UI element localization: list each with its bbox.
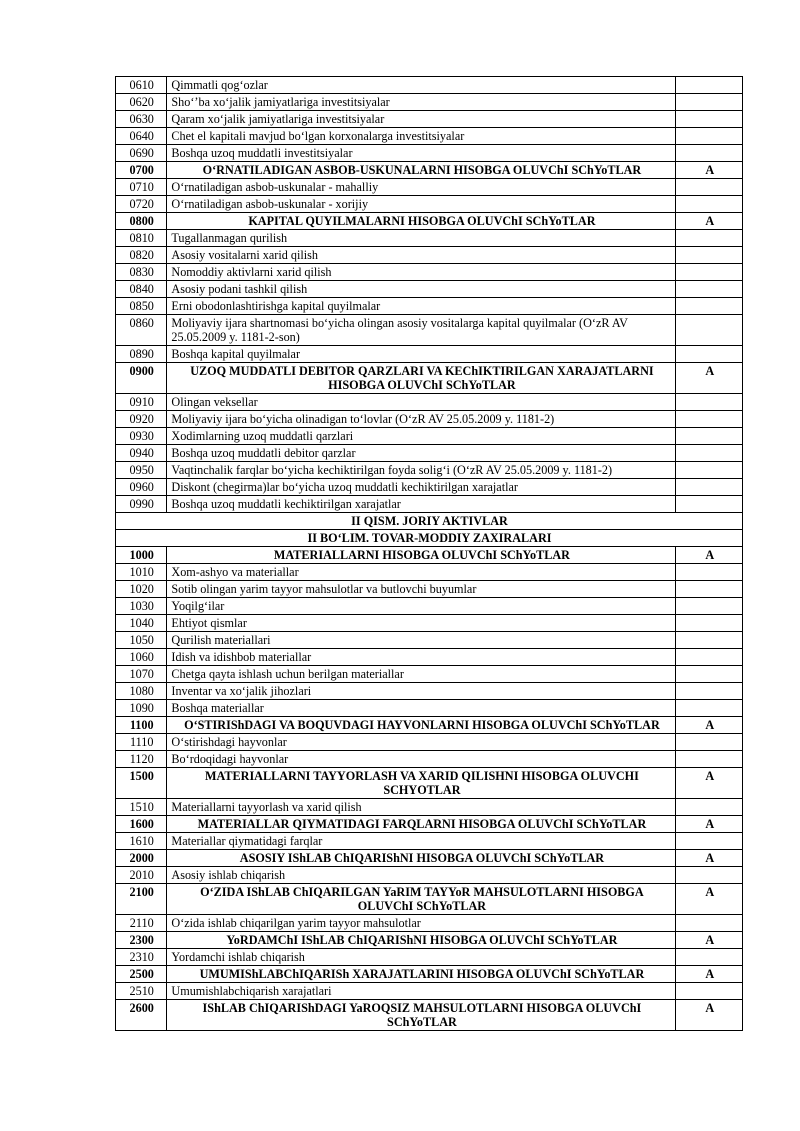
accounts-table-body xyxy=(116,77,743,1031)
account-code: 1080 xyxy=(116,683,167,700)
account-row xyxy=(116,247,743,264)
account-code: 1110 xyxy=(116,734,167,751)
account-type-mark xyxy=(676,77,743,94)
account-name: Boshqa materiallar xyxy=(167,700,676,717)
account-code: 1050 xyxy=(116,632,167,649)
account-code: 2510 xyxy=(116,983,167,1000)
account-type-mark: A xyxy=(676,816,743,833)
account-code: 0690 xyxy=(116,145,167,162)
account-code: 1610 xyxy=(116,833,167,850)
account-code: 0710 xyxy=(116,179,167,196)
account-type-mark: A xyxy=(676,717,743,734)
account-type-mark xyxy=(676,598,743,615)
account-type-mark xyxy=(676,564,743,581)
account-type-mark xyxy=(676,700,743,717)
account-group-row xyxy=(116,884,743,915)
account-code: 1510 xyxy=(116,799,167,816)
account-type-mark: A xyxy=(676,966,743,983)
account-type-mark xyxy=(676,145,743,162)
account-name: MATERIALLAR QIYMATIDAGI FARQLARNI HISOBGA OLUVChI SChYoTLAR xyxy=(167,816,676,833)
account-group-row xyxy=(116,363,743,394)
section-heading: II BO‘LIM. TOVAR-MODDIY ZAXIRALARI xyxy=(116,530,743,547)
section-heading-row xyxy=(116,513,743,530)
account-name: UZOQ MUDDATLI DEBITOR QARZLARI VA KEChIKTIRILGAN XARAJATLARNI HISOBGA OLUVChI SChYoTLAR xyxy=(167,363,676,394)
account-type-mark xyxy=(676,496,743,513)
account-code: 0700 xyxy=(116,162,167,179)
accounts-table xyxy=(115,76,743,1031)
account-name: Qurilish materiallari xyxy=(167,632,676,649)
account-code: 0910 xyxy=(116,394,167,411)
account-row xyxy=(116,196,743,213)
account-row xyxy=(116,411,743,428)
account-name: Olingan veksellar xyxy=(167,394,676,411)
account-code: 0820 xyxy=(116,247,167,264)
account-name: Sotib olingan yarim tayyor mahsulotlar va butlovchi buyumlar xyxy=(167,581,676,598)
account-group-row xyxy=(116,932,743,949)
account-name: Chet el kapitali mavjud bo‘lgan korxonalarga investitsiyalar xyxy=(167,128,676,145)
account-code: 2010 xyxy=(116,867,167,884)
account-type-mark xyxy=(676,298,743,315)
account-row xyxy=(116,179,743,196)
account-type-mark xyxy=(676,196,743,213)
account-type-mark xyxy=(676,949,743,966)
account-name: Boshqa kapital quyilmalar xyxy=(167,346,676,363)
account-code: 2000 xyxy=(116,850,167,867)
account-type-mark: A xyxy=(676,932,743,949)
account-type-mark: A xyxy=(676,547,743,564)
account-group-row xyxy=(116,966,743,983)
account-name: O‘stirishdagi hayvonlar xyxy=(167,734,676,751)
account-type-mark: A xyxy=(676,1000,743,1031)
account-name: Boshqa uzoq muddatli investitsiyalar xyxy=(167,145,676,162)
account-name: Xodimlarning uzoq muddatli qarzlari xyxy=(167,428,676,445)
account-row xyxy=(116,734,743,751)
account-type-mark xyxy=(676,281,743,298)
account-code: 0850 xyxy=(116,298,167,315)
account-name: Qimmatli qog‘ozlar xyxy=(167,77,676,94)
account-type-mark xyxy=(676,462,743,479)
account-code: 2600 xyxy=(116,1000,167,1031)
account-row xyxy=(116,683,743,700)
account-name: Asosiy podani tashkil qilish xyxy=(167,281,676,298)
account-name: Chetga qayta ishlash uchun berilgan materiallar xyxy=(167,666,676,683)
account-type-mark xyxy=(676,264,743,281)
account-name: IShLAB ChIQARIShDAGI YaROQSIZ MAHSULOTLARNI HISOBGA OLUVChI SChYoTLAR xyxy=(167,1000,676,1031)
account-name: Erni obodonlashtirishga kapital quyilmalar xyxy=(167,298,676,315)
account-code: 0990 xyxy=(116,496,167,513)
account-name: Idish va idishbob materiallar xyxy=(167,649,676,666)
account-code: 0800 xyxy=(116,213,167,230)
account-row xyxy=(116,799,743,816)
account-type-mark xyxy=(676,734,743,751)
account-row xyxy=(116,751,743,768)
account-row xyxy=(116,462,743,479)
account-type-mark: A xyxy=(676,213,743,230)
account-type-mark xyxy=(676,751,743,768)
account-code: 1500 xyxy=(116,768,167,799)
account-code: 0960 xyxy=(116,479,167,496)
account-name: KAPITAL QUYILMALARNI HISOBGA OLUVChI SChYoTLAR xyxy=(167,213,676,230)
account-row xyxy=(116,145,743,162)
account-name: Inventar va xo‘jalik jihozlari xyxy=(167,683,676,700)
account-code: 2500 xyxy=(116,966,167,983)
account-group-row xyxy=(116,213,743,230)
account-code: 0610 xyxy=(116,77,167,94)
account-type-mark xyxy=(676,615,743,632)
account-code: 0900 xyxy=(116,363,167,394)
account-name: ASOSIY IShLAB ChIQARIShNI HISOBGA OLUVChI SChYoTLAR xyxy=(167,850,676,867)
account-name: O‘rnatiladigan asbob-uskunalar - mahalliy xyxy=(167,179,676,196)
account-code: 0940 xyxy=(116,445,167,462)
account-code: 0640 xyxy=(116,128,167,145)
account-code: 1090 xyxy=(116,700,167,717)
account-group-row xyxy=(116,717,743,734)
account-code: 0630 xyxy=(116,111,167,128)
account-group-row xyxy=(116,850,743,867)
account-code: 0930 xyxy=(116,428,167,445)
account-type-mark: A xyxy=(676,884,743,915)
account-name: Tugallanmagan qurilish xyxy=(167,230,676,247)
account-row xyxy=(116,496,743,513)
account-row xyxy=(116,111,743,128)
account-name: MATERIALLARNI TAYYORLASH VA XARID QILISHNI HISOBGA OLUVCHI SCHYOTLAR xyxy=(167,768,676,799)
account-type-mark xyxy=(676,394,743,411)
account-type-mark xyxy=(676,111,743,128)
account-row xyxy=(116,615,743,632)
account-name: Asosiy ishlab chiqarish xyxy=(167,867,676,884)
account-group-row xyxy=(116,1000,743,1031)
account-type-mark xyxy=(676,94,743,111)
account-name: Moliyaviy ijara shartnomasi bo‘yicha olingan asosiy vositalarga kapital quyilmalar (O‘zR AV 25.05.2009 y. 1181-2-son) xyxy=(167,315,676,346)
account-type-mark xyxy=(676,666,743,683)
account-code: 0720 xyxy=(116,196,167,213)
account-code: 0830 xyxy=(116,264,167,281)
account-name: Materiallarni tayyorlash va xarid qilish xyxy=(167,799,676,816)
account-code: 1120 xyxy=(116,751,167,768)
account-type-mark xyxy=(676,833,743,850)
account-code: 1040 xyxy=(116,615,167,632)
account-type-mark xyxy=(676,230,743,247)
account-name: Materiallar qiymatidagi farqlar xyxy=(167,833,676,850)
account-row xyxy=(116,428,743,445)
account-name: O‘rnatiladigan asbob-uskunalar - xorijiy xyxy=(167,196,676,213)
account-name: Umumishlabchiqarish xarajatlari xyxy=(167,983,676,1000)
account-row xyxy=(116,346,743,363)
account-row xyxy=(116,94,743,111)
account-code: 2310 xyxy=(116,949,167,966)
account-code: 2110 xyxy=(116,915,167,932)
account-type-mark xyxy=(676,915,743,932)
account-name: O‘zida ishlab chiqarilgan yarim tayyor mahsulotlar xyxy=(167,915,676,932)
account-type-mark xyxy=(676,411,743,428)
account-row xyxy=(116,128,743,145)
account-code: 0950 xyxy=(116,462,167,479)
account-name: Boshqa uzoq muddatli debitor qarzlar xyxy=(167,445,676,462)
account-row xyxy=(116,649,743,666)
account-name: UMUMIShLABChIQARISh XARAJATLARINI HISOBGA OLUVChI SChYoTLAR xyxy=(167,966,676,983)
account-row xyxy=(116,949,743,966)
account-code: 0890 xyxy=(116,346,167,363)
account-row xyxy=(116,264,743,281)
account-type-mark xyxy=(676,581,743,598)
account-row xyxy=(116,915,743,932)
account-type-mark xyxy=(676,799,743,816)
account-group-row xyxy=(116,162,743,179)
account-code: 2100 xyxy=(116,884,167,915)
account-name: Moliyaviy ijara bo‘yicha olinadigan to‘lovlar (O‘zR AV 25.05.2009 y. 1181-2) xyxy=(167,411,676,428)
account-name: Yordamchi ishlab chiqarish xyxy=(167,949,676,966)
account-name: Vaqtinchalik farqlar bo‘yicha kechiktirilgan foyda solig‘i (O‘zR AV 25.05.2009 y. 1181-2) xyxy=(167,462,676,479)
account-group-row xyxy=(116,768,743,799)
account-code: 1020 xyxy=(116,581,167,598)
account-name: Bo‘rdoqidagi hayvonlar xyxy=(167,751,676,768)
account-type-mark xyxy=(676,128,743,145)
section-heading-row xyxy=(116,530,743,547)
account-code: 0810 xyxy=(116,230,167,247)
account-name: Qaram xo‘jalik jamiyatlariga investitsiyalar xyxy=(167,111,676,128)
account-code: 0860 xyxy=(116,315,167,346)
account-type-mark xyxy=(676,179,743,196)
account-name: O‘RNATILADIGAN ASBOB-USKUNALARNI HISOBGA OLUVChI SChYoTLAR xyxy=(167,162,676,179)
account-row xyxy=(116,632,743,649)
account-type-mark: A xyxy=(676,850,743,867)
account-type-mark: A xyxy=(676,768,743,799)
account-row xyxy=(116,445,743,462)
account-type-mark xyxy=(676,346,743,363)
account-type-mark: A xyxy=(676,363,743,394)
account-code: 1070 xyxy=(116,666,167,683)
account-row xyxy=(116,479,743,496)
account-name: Diskont (chegirma)lar bo‘yicha uzoq muddatli kechiktirilgan xarajatlar xyxy=(167,479,676,496)
account-name: O‘STIRIShDAGI VA BOQUVDAGI HAYVONLARNI HISOBGA OLUVChI SChYoTLAR xyxy=(167,717,676,734)
account-type-mark xyxy=(676,983,743,1000)
account-type-mark xyxy=(676,632,743,649)
account-code: 1100 xyxy=(116,717,167,734)
account-code: 1030 xyxy=(116,598,167,615)
account-code: 1010 xyxy=(116,564,167,581)
account-name: Sho‘’ba xo‘jalik jamiyatlariga investitsiyalar xyxy=(167,94,676,111)
account-row xyxy=(116,281,743,298)
account-name: Nomoddiy aktivlarni xarid qilish xyxy=(167,264,676,281)
section-heading: II QISM. JORIY AKTIVLAR xyxy=(116,513,743,530)
account-type-mark xyxy=(676,683,743,700)
chart-of-accounts-sheet xyxy=(115,76,743,1031)
account-type-mark xyxy=(676,247,743,264)
account-row xyxy=(116,564,743,581)
account-row xyxy=(116,298,743,315)
account-code: 1600 xyxy=(116,816,167,833)
account-code: 0920 xyxy=(116,411,167,428)
account-row xyxy=(116,833,743,850)
account-code: 2300 xyxy=(116,932,167,949)
account-row xyxy=(116,700,743,717)
account-row xyxy=(116,983,743,1000)
account-row xyxy=(116,77,743,94)
account-name: YoRDAMChI IShLAB ChIQARIShNI HISOBGA OLUVChI SChYoTLAR xyxy=(167,932,676,949)
account-row xyxy=(116,315,743,346)
account-type-mark xyxy=(676,428,743,445)
account-name: Xom-ashyo va materiallar xyxy=(167,564,676,581)
account-type-mark xyxy=(676,479,743,496)
account-type-mark xyxy=(676,649,743,666)
account-code: 0620 xyxy=(116,94,167,111)
account-group-row xyxy=(116,547,743,564)
account-code: 0840 xyxy=(116,281,167,298)
account-row xyxy=(116,581,743,598)
account-row xyxy=(116,394,743,411)
account-row xyxy=(116,598,743,615)
account-name: Asosiy vositalarni xarid qilish xyxy=(167,247,676,264)
account-name: O‘ZIDA IShLAB ChIQARILGAN YaRIM TAYYoR MAHSULOTLARNI HISOBGA OLUVChI SChYoTLAR xyxy=(167,884,676,915)
account-type-mark: A xyxy=(676,162,743,179)
account-name: MATERIALLARNI HISOBGA OLUVChI SChYoTLAR xyxy=(167,547,676,564)
account-group-row xyxy=(116,816,743,833)
account-type-mark xyxy=(676,445,743,462)
account-row xyxy=(116,230,743,247)
account-type-mark xyxy=(676,867,743,884)
account-code: 1060 xyxy=(116,649,167,666)
account-row xyxy=(116,666,743,683)
account-type-mark xyxy=(676,315,743,346)
account-code: 1000 xyxy=(116,547,167,564)
account-name: Boshqa uzoq muddatli kechiktirilgan xarajatlar xyxy=(167,496,676,513)
account-name: Ehtiyot qismlar xyxy=(167,615,676,632)
account-name: Yoqilg‘ilar xyxy=(167,598,676,615)
account-row xyxy=(116,867,743,884)
